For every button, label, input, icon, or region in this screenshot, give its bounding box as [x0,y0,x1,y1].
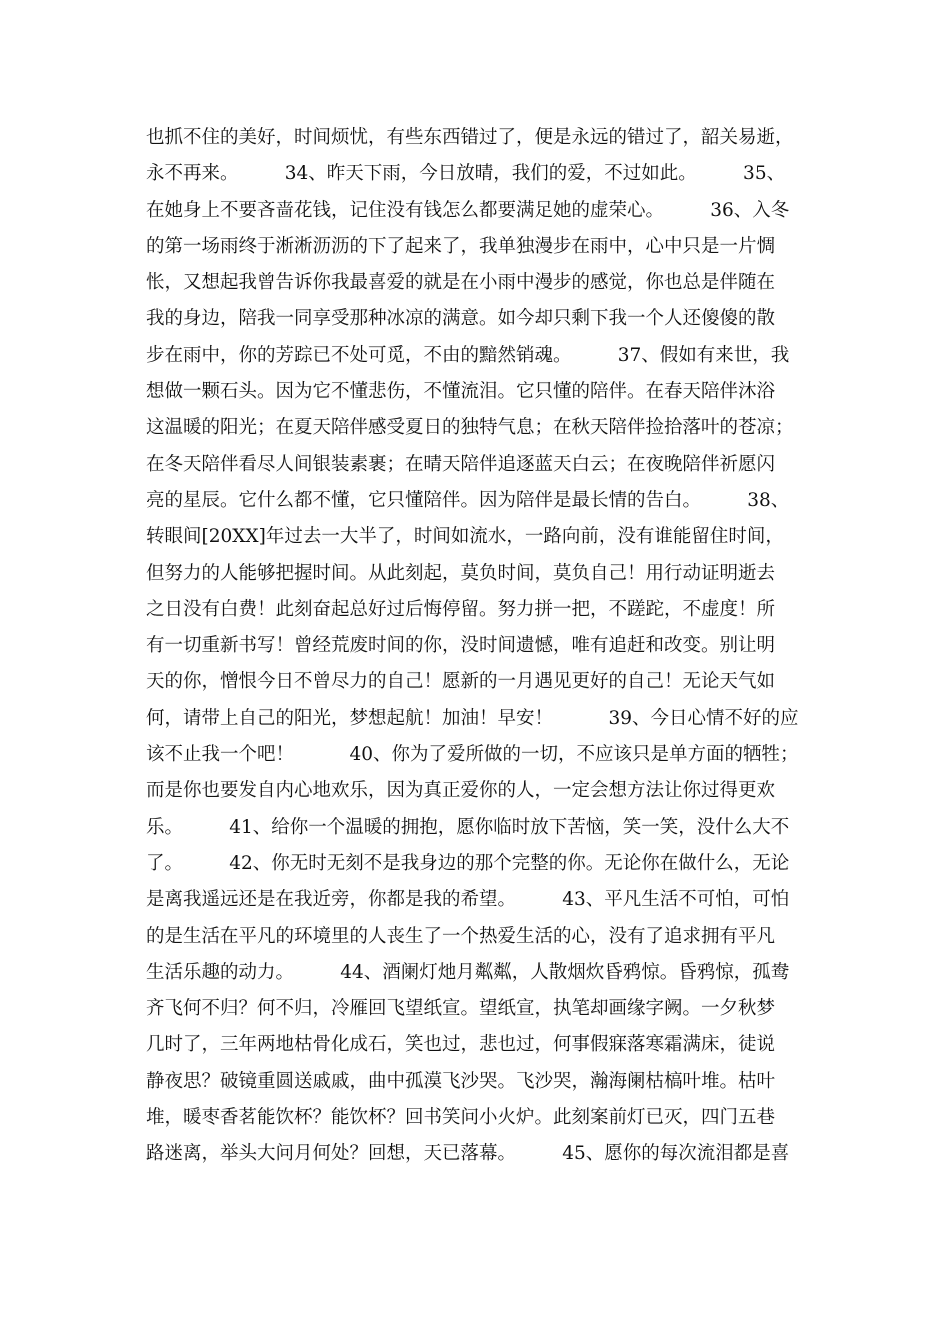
text-line: 亮的星辰。它什么都不懂，它只懂陪伴。因为陪伴是最长情的告白。 38、 [146,489,790,511]
text-line: 是离我遥远还是在我近旁，你都是我的希望。 43、平凡生活不可怕，可怕 [146,889,790,911]
text-line: 步在雨中，你的芳踪已不处可觅，不由的黯然销魂。 37、假如有来世，我 [146,344,790,366]
text-line: 而是你也要发自内心地欢乐，因为真正爱你的人，一定会想方法让你过得更欢 [146,780,776,802]
text-line: 路迷离，举头大问月何处？回想，天已落幕。 45、愿你的每次流泪都是喜 [146,1143,790,1165]
text-line: 乐。 41、给你一个温暖的拥抱，愿你临时放下苦恼，笑一笑，没什么大不 [146,816,790,838]
text-line: 之日没有白费！此刻奋起总好过后悔停留。努力拼一把，不蹉跎，不虚度！所 [146,598,776,620]
text-line: 齐飞何不归？何不归，冷雁回飞望纸宣。望纸宣，执笔却画缘字阙。一夕秋梦 [146,998,776,1020]
body-text [146,120,816,1173]
text-line: 的第一场雨终于淅淅沥沥的下了起来了，我单独漫步在雨中，心中只是一片惆 [146,235,776,257]
text-line: 永不再来。 34、昨天下雨，今日放晴，我们的爱，不过如此。 35、 [146,163,786,185]
text-line: 的是生活在平凡的环境里的人丧生了一个热爱生活的心，没有了追求拥有平凡 [146,925,776,947]
text-line: 在她身上不要吝啬花钱，记住没有钱怎么都要满足她的虚荣心。 36、入冬 [146,199,790,221]
text-line: 想做一颗石头。因为它不懂悲伤，不懂流泪。它只懂的陪伴。在春天陪伴沐浴 [146,381,776,403]
text-line: 这温暖的阳光；在夏天陪伴感受夏日的独特气息；在秋天陪伴捡拾落叶的苍凉； [146,417,794,439]
text-line: 了。 42、你无时无刻不是我身边的那个完整的你。无论你在做什么，无论 [146,852,790,874]
text-line: 该不止我一个吧！ 40、你为了爱所做的一切，不应该只是单方面的牺牲； [146,744,799,766]
text-line: 在冬天陪伴看尽人间银装素裹；在晴天陪伴追逐蓝天白云；在夜晚陪伴祈愿闪 [146,453,776,475]
text-line: 也抓不住的美好，时间烦忧，有些东西错过了，便是永远的错过了，韶关易逝， [146,127,794,148]
text-line: 堆，暖枣香茗能饮杯？能饮杯？回书笑问小火炉。此刻案前灯已灭，四门五巷 [146,1107,776,1129]
text-line: 怅，又想起我曾告诉你我最喜爱的就是在小雨中漫步的感觉，你也总是伴随在 [146,272,776,294]
text-line: 生活乐趣的动力。 44、酒阑灯灺月粼粼，人散烟炊昏鸦惊。昏鸦惊，孤鸯 [146,961,790,983]
text-line: 我的身边，陪我一同享受那种冰凉的满意。如今却只剩下我一个人还傻傻的散 [146,308,776,330]
text-line: 何，请带上自己的阳光，梦想起航！加油！早安！ 39、今日心情不好的应 [146,707,799,729]
text-line: 几时了，三年两地枯骨化成石，笑也过，悲也过，何事假寐落寒霜满床，徒说 [146,1034,776,1056]
text-line: 但努力的人能够把握时间。从此刻起，莫负时间，莫负自己！用行动证明逝去 [146,562,776,584]
text-line: 天的你，憎恨今日不曾尽力的自己！愿新的一月遇见更好的自己！无论天气如 [146,671,776,693]
text-line: 静夜思？破镜重圆送戚戚，曲中孤漠飞沙哭。飞沙哭，瀚海阑枯槁叶堆。枯叶 [146,1070,776,1092]
text-line: 有一切重新书写！曾经荒废时间的你，没时间遗憾，唯有追赶和改变。别让明 [146,635,776,657]
text-line: 转眼间[20XX]年过去一大半了，时间如流水，一路向前，没有谁能留住时间， [146,526,784,548]
